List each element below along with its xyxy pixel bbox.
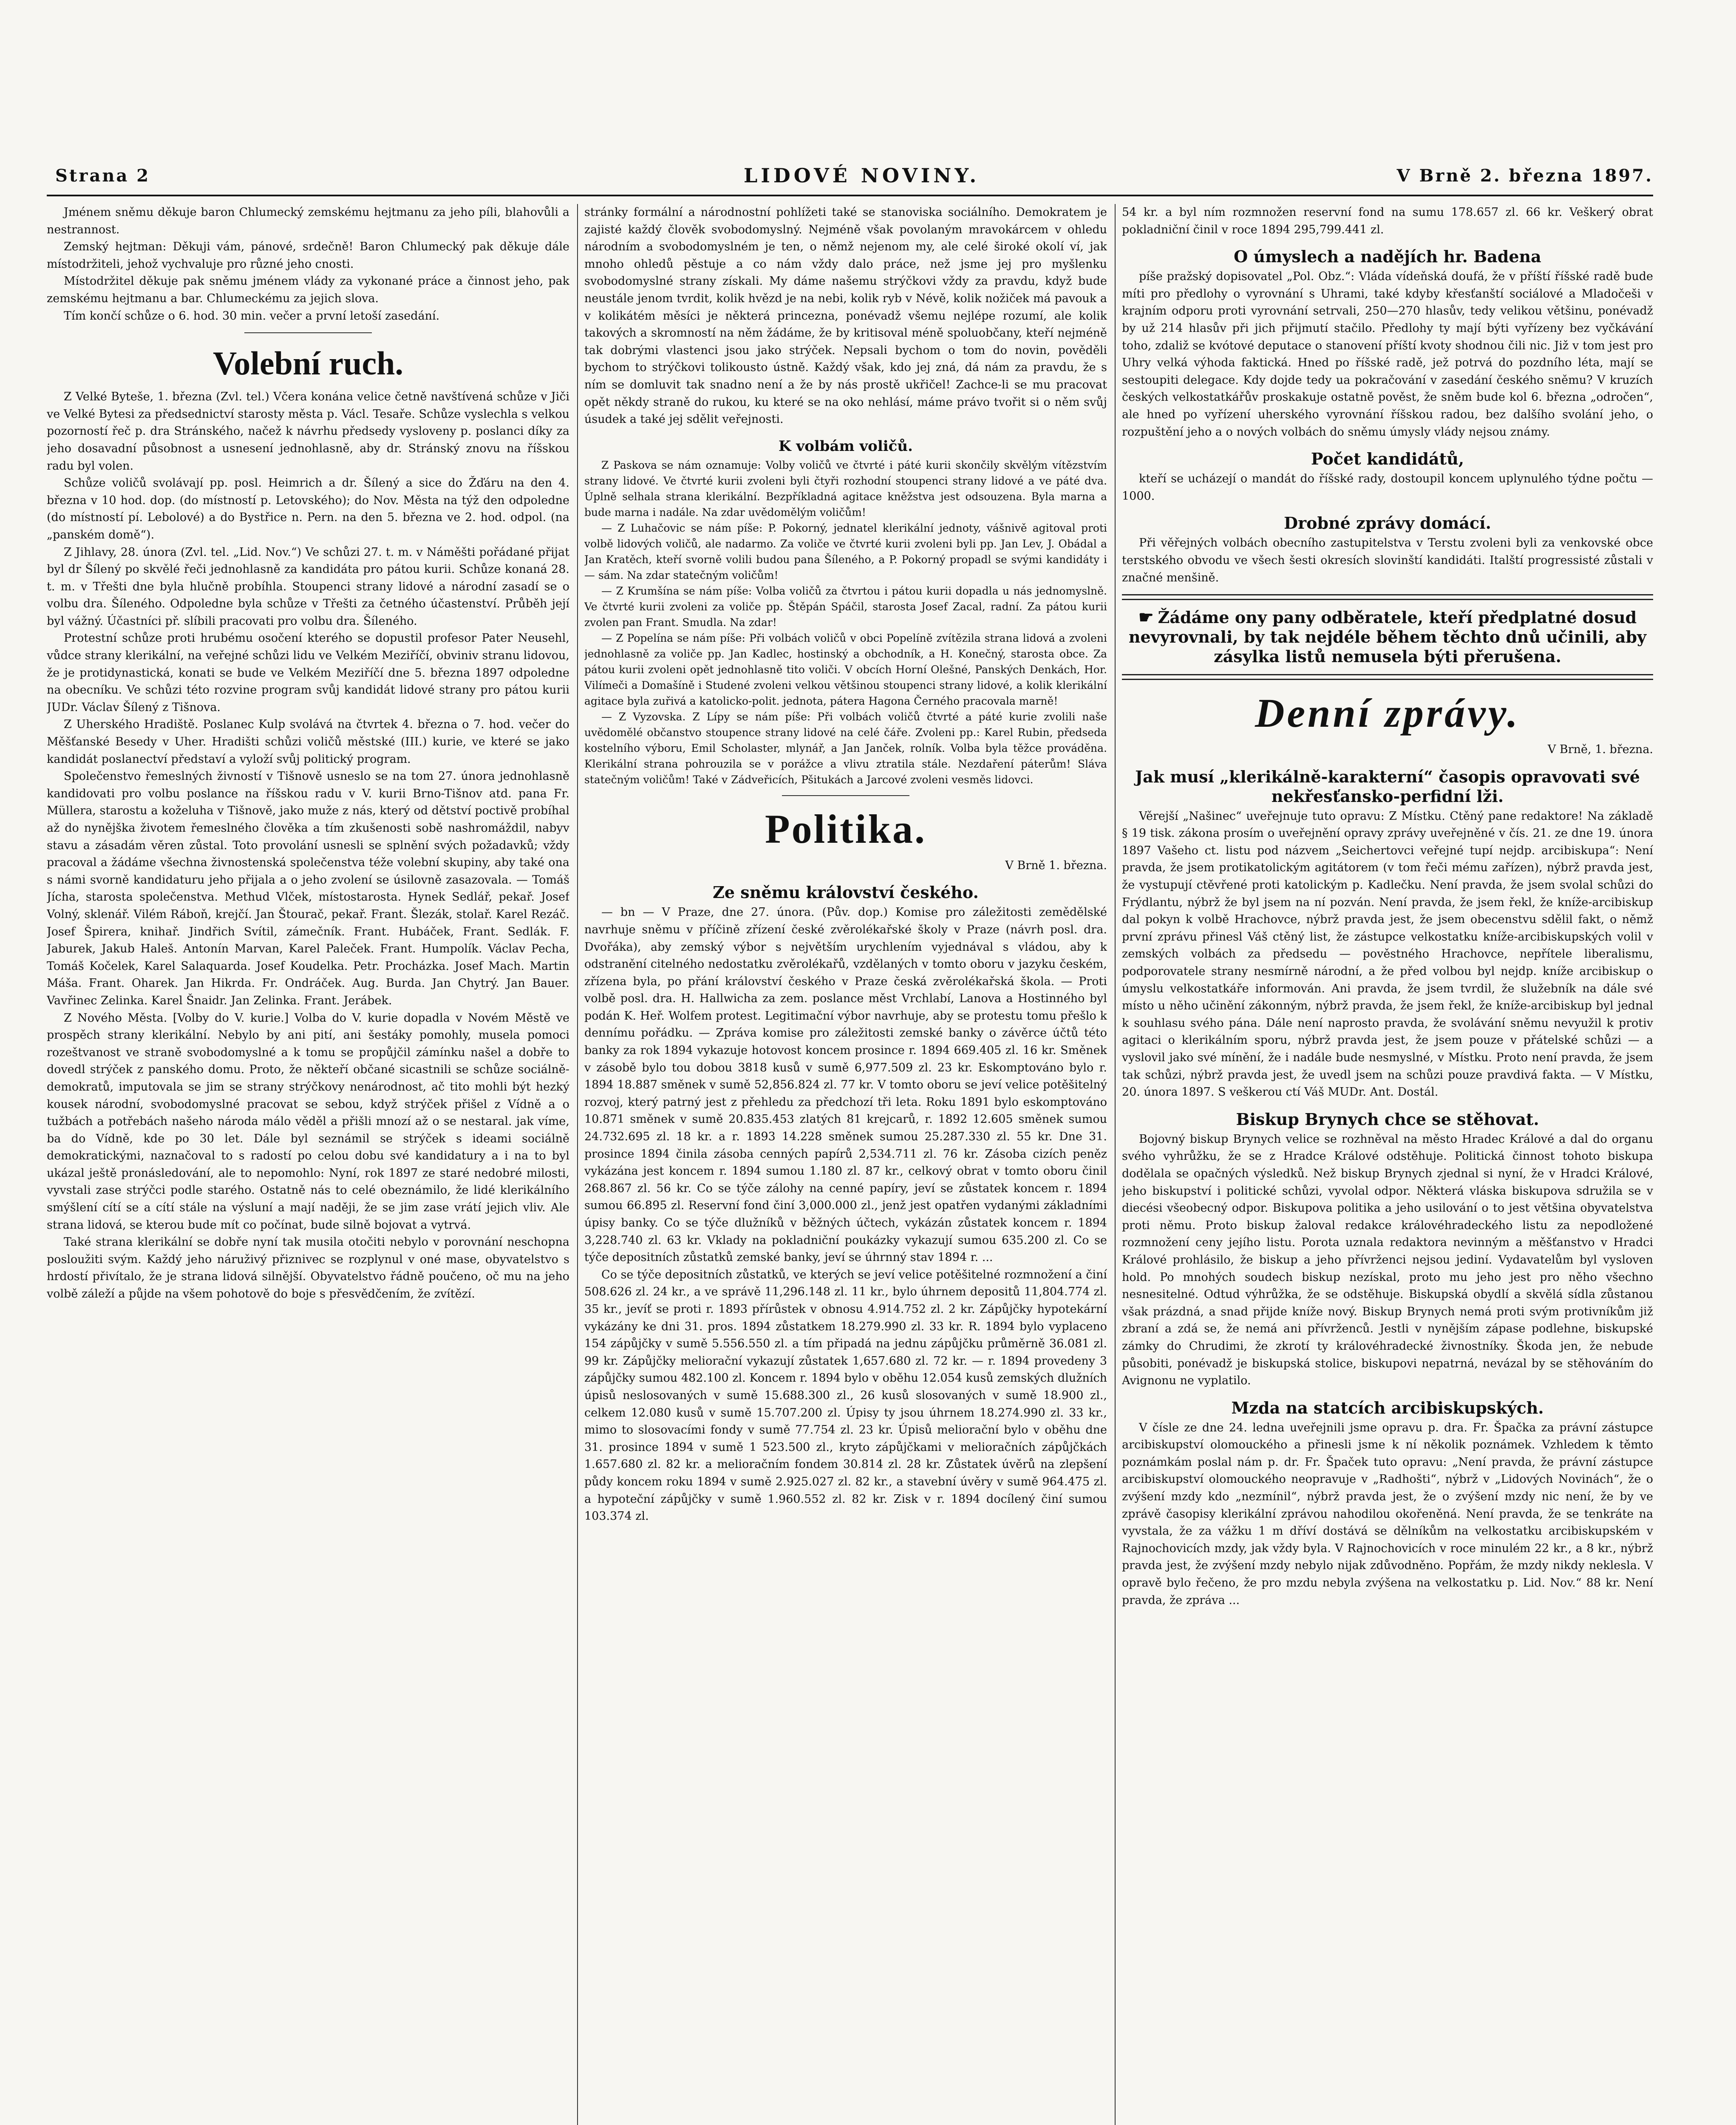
section-heading-denni-zpravy: Denní zprávy. [1255,690,1520,736]
section-divider [244,332,372,333]
subheading-pocet-kandidatu: Počet kandidátů, [1311,449,1464,469]
section-dateline: V Brně 1. března. [1005,858,1107,872]
article-paragraph: Jménem sněmu děkuje baron Chlumecký zemskému hejtmanu za jeho píli, blahovůli a nestrannost. [47,206,569,236]
article-paragraph: Z Nového Města. [Volby do V. kurie.] Volba do V. kurie dopadla v Novém Městě ve prospěch strany klerikální. Nebylo by ani pití, ani šestáky pomohly, musela pomoci rozeštvanost ve straně svobodomyslné a k tomu se propůjčil zámínku našel a dobře to dovedl strýček z panského domu. Proto, že někteří občané sicastnili se schůze sociálně-demokratů, imputovala se jim se strany strýčkovy nenárodnost, ač tito mohli být hezký kousek národní, svobodomyslné pracovat se sebou, když strýček přišel z Vídně a o tužbách a potřebách našeho národa málo věděl a přišli mnozí až o se nestaral. jak víme, ba do Vídně, kde po 30 let. Dále byl seznámil se strýček s ideami sociálně demokratickými, naznačoval to s radostí po celou dobu své kandidatury a i na to byl ukázal ještě pronásledování, ale to nepomohlo: Nyní, rok 1897 ze staré nedobré milosti, vyvstali zase strýčci podle starého. Ostatně nás to celé obeznámilo, že lidé klerikálního smýšlení cítí se a cítí stále na výsluní a mají naději, že se jim zase vrátí jejich vliv. Ale strana lidová, se kterou bude mít co počínat, bude silně bojovat a vytrvá. [47,1011,569,1232]
subheading-hr-badena: O úmyslech a nadějích hr. Badena [1234,247,1541,266]
article-paragraph: Co se týče depositních zůstatků, ve kterých se jeví velice potěšitelné rozmnožení a činí 508.626 zl. 24 kr., a ve správě 11,296.148 zl. 11 kr., bylo úhrnem depositů 11,804.774 zl. 35 kr., jevíť se proti r. 1893 přírůstek v obnosu 4.914.752 zl. 2 kr. Zápůjčky hypotekární vykázány ke dni 31. pros. 1894 zůstatkem 18.279.990 zl. 33 kr. R. 1894 bylo vyplaceno 154 zápůjčky v sumě 5.556.550 zl. a tím připadá na jednu zápůjčku průměrně 36.081 zl. 99 kr. Zápůjčky meliorační vykazují zůstatek 1,657.680 zl. 72 kr. — r. 1894 provedeny 3 zápůjčky sumou 482.100 zl. Koncem r. 1894 bylo v oběhu 12.054 kusů zemských dlužních úpisů neslosovaných v sumě 15.688.300 zl., 26 kusů slosovaných v sumě 18.900 zl., celkem 12.080 kusů v sumě 15.707.200 zl. Úpisy ty jsou úhrnem 18.274.990 zl. 33 kr., mimo to slosovacími fondy v sumě 77.754 zl. 23 kr. Úpisů meliorační bylo v oběhu dne 31. prosince 1894 v sumě 1 523.500 zl., kryto zápůjčkami v melioračních zápůjčkách 1.657.680 zl. 82 kr. a melioračním fondem 30.814 zl. 28 kr. Zůstatek úvěrů na zlepšení půdy koncem roku 1894 v sumě 2.925.027 zl. 82 kr., a stavební úvěry v sumě 964.475 zl. a hypoteční zápůjčky v sumě 1.960.552 zl. 82 kr. Zisk v r. 1894 docílený činí sumou 103.374 zl. [584,1268,1107,1523]
section-heading-politika: Politika. [765,806,926,852]
subheading-biskup-brynych: Biskup Brynych chce se stěhovat. [1236,1109,1539,1129]
subheading-klerikalne-karakterni: Jak musí „klerikálně-karakterní“ časopis opravovati své nekřesťansko-perfidní lži. [1135,767,1640,806]
article-paragraph: Věrejší „Našinec“ uveřejnuje tuto opravu: Z Místku. Ctěný pane redaktore! Na základě § 19 tisk. zákona prosím o uveřejnění opravy zprávy uveřejněné v čís. 21. ze dne 19. února 1897 Vašeho ct. listu pod názvem „Seichertovci veřejné tupí nejdp. arcibiskupa“: Není pravda, že jsem protikatolickým agitátorem (v tom řeči mému zařízen), nýbrž pravda jest, že vystupují ctěvřené proti katolickým p. Kadlečku. Není pravda, že jsem svolal schůzi do Frýdlantu, nýbrž že byl jsem na ní pozván. Není pravda, že jsem řekl, že kníže-arcibiskup dal pokyn k volbě Hrachovce, nýbrž pravda jest, že jsem obecenstvu sdělil fakt, o němž první zprávu přinesl Váš ctěný list, že zástupce velkostatku kníže-arcibiskupských volil v zemských volbách za předsedu — pověstného Hrachovce, nepřítele liberalismu, podporovatele strany nesmírně národní, a že před volbou byl nejdp. kníže arcibiskup o úmyslu velkostatkáře informován. Ani pravda, že jsem tvrdil, že služebník na dále své místo u něho učinění zákonným, nýbrž pravda, že jsem řekl, že kníže-arcibiskup byl jednal k souhlasu svého pána. Dále není naprosto pravda, že svolávání sněmu nevyužil k protiv agitaci o klerikálním sporu, nýbrž pravda jest, že jsem pouze v přátelské schůzi — a vyslovil jako své mínění, že i nadále bude nesmyslné, v Místku. Proto není pravda, že jsem tak schůzi, nýbrž pravda jest, že uvedl jsem na schůzi pouze pravdivá fakta. — V Místku, 20. února 1897. S veškerou ctí Váš MUDr. Ant. Dostál. [1122,809,1653,1099]
article-paragraph: — Z Luhačovic se nám píše: P. Pokorný, jednatel klerikální jednoty, vášnivě agitoval proti volbě lidových voličů, ale nadarmo. Za voliče ve čtvrté kurii zvoleni byli pp. Jan Lev, J. Obádal a Jan Kratěch, kteří svorně volili budou pana Šíleného, a P. Pokorný propadl se svými kandidáty i — sám. Na zdar statečným voličům! [584,521,1107,581]
column-1 [47,204,569,2125]
article-paragraph: Při věřejných volbách obecního zastupitelstva v Terstu zvoleni byli za venkovské obce terstského obvodu ve všech šesti okresích slovinští kandidáti. Italští progressisté zůstali v značné menšině. [1122,536,1653,584]
article-paragraph: Také strana klerikální se dobře nyní tak musila otočiti nebylo v porovnání neschopna posloužiti svým. Každý jeho náruživý přiznivec se rozplynul v oné mase, obyvatelstvo s hrdostí přivítalo, že je strana lidová silnější. Obyvatelstvo řádně poučeno, oč mu na jeho volbě záleží a půjde na všem pohotově do boje s přesvědčením, že zvítězí. [47,1235,569,1301]
article-paragraph: — bn — V Praze, dne 27. února. (Pův. dop.) Komise pro záležitosti zemědělské navrhuje sněmu v příčině zřízení české zvěrolékařské školy v Praze (návrh posl. dra. Dvořáka), aby zemský výbor s největším urychlením vyjednával s vládou, aby k odstranění citelného nedostatku zvěrolékařů, vzdělaných v tomto oboru v jazyku českém, zřízena byla, po přání království českého v Praze česká zvěrolékařská škola. — Proti volbě posl. dra. H. Hallwicha za zem. poslance měst Vrchlabí, Lanova a Hostinného byl podán K. Heř. Wolfem protest. Legitimační výbor navrhuje, aby se protestu tomu přešlo k dennímu pořádku. — Zpráva komise pro záležitosti zemské banky o závěrce účtů této banky za rok 1894 vykazuje hotovost koncem prosince r. 1894 669.405 zl. 16 kr. Směnek v zásobě bylo tou dobou 3818 kusů v sumě 6,977.509 zl. 23 kr. Eskomptováno bylo r. 1894 18.887 směnek v sumě 52,856.824 zl. 77 kr. V tomto oboru se jeví velice potěšitelný rozvoj, který patrný jest z přehledu za předchozí tři leta. Roku 1891 bylo eskomptováno 10.871 směnek v sumě 20.835.453 zlatých 81 krejcarů, r. 1892 12.605 směnek sumou 24.732.695 zl. 18 kr. a r. 1893 14.228 směnek sumou 25.287.330 zl. 55 kr. Dne 31. prosince 1894 činila zásoba cenných papírů 2,534.711 zl. 76 kr. Zásoba cizích peněz vykázána jest koncem r. 1894 sumou 1.180 zl. 87 kr., celkový obrat v tomto oboru činil 268.867 zl. 56 kr. Co se týče zálohy na cenné papíry, jeví se zůstatek koncem r. 1894 sumou 66.895 zl. Reservní fond činí 3,000.000 zl., jenž jest opatřen vydanými základními úpisy banky. Co se týče dlužníků v běžných účtech, vykázán zůstatek koncem r. 1894 3,228.740 zl. 63 kr. Vklady na pokladniční poukázky vykazují sumou 635.200 zl. Co se týče depositních zůstatků zemské banky, jeví se úhrnný stav 1894 r. ... [584,906,1107,1264]
subscriber-notice [1122,608,1653,666]
article-paragraph: Protestní schůze proti hrubému osočení kterého se dopustil profesor Pater Neusehl, vůdce strany klerikální, na veřejné schůzi lidu ve Velkém Meziříčí, obviniv stranu lidovou, že je protidynastická, konati se bude ve Velkém Meziříčí dne 5. března 1897 odpoledne na obecníku. Ve schůzi této rozvine program svůj kandidát lidové strany pro pátou kurii JUDr. Václav Šílený z Tišnova. [47,632,569,714]
article-paragraph: Z Jihlavy, 28. února (Zvl. tel. „Lid. Nov.“) Ve schůzi 27. t. m. v Náměšti pořádané přijat byl dr Šílený po skvělé řeči jednohlasně za kandidáta pro pátou kurii. Schůze konaná 28. t. m. v Třešti dne byla hlučně probíhla. Stoupenci strany lidové a národní zasadí se o volbu dra. Šíleného. Odpoledne byla schůze v Třešti za četného účastenství. Průběh její byl vážný. Účastníci př. slíbili pracovati pro volbu dra. Šíleného. [47,545,569,628]
newspaper-title: LIDOVÉ NOVINY. [744,164,980,187]
article-paragraph: — Z Popelína se nám píše: Při volbách voličů v obci Popelíně zvítězila strana lidová a zvoleni jednohlasně za voliče pp. Jan Kadlec, hostinský a obchodník, a H. Konečný, starosta obce. Za pátou kurii zvoleni opět jednohlasně tito voliči. V obcích Horní Olešné, Panských Denkách, Hor. Vilímeči a Domašíně i Studené zvoleni velkou většinou stoupenci strany lidové, a kolik klerikální agitace byla zuřivá a katolicko-polit. jednota, pátera Hagona Černého pracovala marně! [584,632,1107,707]
article-paragraph: Místodržitel děkuje pak sněmu jménem vlády za vykonané práce a činnost jeho, pak zemskému hejtmanu a bar. Chlumeckému za jejich slova. [47,275,569,305]
header-rule [47,195,1653,196]
column-3 [1122,204,1653,2125]
notice-text: Žádáme ony pany odběratele, kteří předplatné dosud nevyrovnali, by tak nejdéle během těchto dnů učinili, aby zásylka listů nemusela býti přerušena. [1128,608,1647,666]
article-paragraph: — Z Krumšína se nám píše: Volba voličů za čtvrtou i pátou kurii dopadla u nás jednomyslně. Ve čtvrté kurii zvoleni za voliče pp. Štěpán Spáčil, starosta Josef Zacal, radní. Za pátou kurii zvolen pan Frant. Smudla. Na zdar! [584,584,1107,629]
section-dateline: V Brně, 1. března. [1547,743,1653,756]
article-paragraph: Tím končí schůze o 6. hod. 30 min. večer a první letoší zasedání. [64,309,440,323]
double-rule [1122,674,1653,680]
page-number-label: Strana 2 [55,166,150,186]
section-divider [782,795,909,796]
column-rule-2 [1115,204,1116,2125]
article-paragraph: Společenstvo řemeslných živností v Tišnově usneslo se na tom 27. února jednohlasně kandidovati pro volbu poslance na říšskou radu v V. kurii Brno-Tišnov atd. pana Fr. Müllera, starostu a koželuha v Tišnově, jako muže z nás, který od dětství poctivě probíhal až do nynějška životem řemeslného člověka a tím zkušenosti sobě nashromáždil, nabyv stavu a zásadám věren zůstal. Toto provolání usnesli se splnění svých požadavků; vždy pracoval a žádáme všechna živnostenská společenstva téže volební skupiny, aby také ona s námi svorně kandidaturu jeho přijala a o jeho zvolení se úsilovně zasazovala. — Tomáš Jícha, starosta společenstva. Methud Vlček, místostarosta. Hynek Sedlář, pekař. Josef Volný, sklenář. Vilém Ráboň, krejčí. Jan Štourač, pekař. Frant. Šlezák, stolař. Karel Rezáč. Josef Špirera, knihař. Jindřich Svítil, zámečník. Frant. Hubáček, Frant. Sedlák. F. Jaburek, Jakub Haleš. Antonín Marvan, Karel Paleček. Frant. Humpolík. Václav Pecha, Tomáš Kočelek, Karel Salaquarda. Josef Koudelka. Petr. Procházka. Josef Mach. Martin Máša. Frant. Oharek. Jan Hikrda. Fr. Ondráček. Aug. Burda. Jan Chytrý. Jan Bauer. Vavřinec Zelinka. Karel Šnaidr. Jan Zelinka. Frant. Jerábek. [47,770,569,1007]
column-rule-1 [577,204,578,2125]
double-rule [1122,594,1653,600]
article-paragraph: píše pražský dopisovatel „Pol. Obz.“: Vláda vídeňská doufá, že v příští říšské radě bude míti pro předlohy o vyrovnání s Uhrami, také kdyby křesťanští sociálové a Mladočeši v krajním odporu proti vyrovnání setrvali, 250—270 hlasův, tedy velikou většinu, ponévadž by už 214 hlasův při jich přijmutí stačilo. Předlohy ty mají býti vyřízeny bez vyčkávání toho, zdaliž se kvótové deputace o stanovení příští kvoty shodnou čili nic. Již v tom jest pro Uhry velká výhoda faktická. Hned po říšské radě, jež potrvá do pozdního léta, mají se sestoupiti delegace. Kdy dojde tedy ua pokračování v zasedání českého sněmu? V kruzích českých velkostatkářův proskakuje ostatně pověst, že sněm bude kol 6. března „odročen“, ale hned po vyřízení uherského vyrovnání říšskou radou, bez dalšího svolání jeho, o rozpuštění jeho a o nových volbách do sněmu úmysly vlády nejsou známy. [1122,270,1653,439]
article-paragraph: 54 kr. a byl ním rozmnožen reservní fond na sumu 178.657 zl. 66 kr. Veškerý obrat pokladniční činil v roce 1894 295,799.441 zl. [1122,206,1653,236]
section-heading-volebni-ruch: Volební ruch. [213,345,403,382]
article-paragraph: — Z Vyzovska. Z Lípy se nám píše: Při volbách voličů čtvrté a páté kurie zvolili naše uvědomělé občanstvo stoupence strany lidové na celé čáře. Zvoleni pp.: Karel Rubin, předseda kostelního výboru, Emil Scholaster, mlynář, a Jan Janček, rolník. Volba byla těžce prováděna. Klerikální strana pohrouzila se v porážce a vlivu ztratila stále. Nezdaření páterům! Sláva statečným voličům! Také v Zádveřicích, Pšitukách a Jarcové zvoleni vesměs lidovci. [584,710,1107,786]
article-paragraph: stránky formální a národnostní pohlížeti také se stanoviska sociálního. Demokratem je zajisté každý člověk svobodomyslný. Nejméně však povolaným mravokárcem v ohledu národním a svobodomyslném je ten, o němž nejenom my, ale celé široké okolí ví, jak mnoho ohledů pěstuje a co nám vždy dalo práce, než jsme jej pro myšlenku svobodomyslné strany získali. My dáme našemu strýčkovi vždy za pravdu, když bude neustále jenom tvrdit, kolik hvězd je na nebi, kolik ryb v Névě, kolik nožiček má pavouk a v kolikátém měsíci je některá princezna, ponévadž všemu nejlépe rozumí, ale kolik takových a skromností na něm žádáme, že by kritisoval méně spoluobčany, kteří nejméně tak dobrými vlastenci jsou jako strýček. Nepsali bychom o tom do novin, pověděli bychom to strýčkovi tolikousto ústně. Každý však, kdo jej zná, dá nám za pravdu, že s ním se domluvit tak snadno není a že by nás prostě ukřičel! Zachce-li se mu pracovat opět někdy straně do rukou, ku které se na oko nehlásí, máme právo tvořit si o něm svůj úsudek a také jej sdělit veřejnosti. [584,206,1107,426]
article-paragraph: Z Paskova se nám oznamuje: Volby voličů ve čtvrté i páté kurii skončily skvělým vítězstvím strany lidové. Ve čtvrté kurii zvoleni byli čtyři rozhodní stoupenci strany lidové a ve páté dva. Úplně selhala strana klerikální. Bezpříkladná agitace kněžstva jest odsouzena. Byla marna a bude marna i nadále. Na zdar uvědomělým voličům! [584,459,1107,518]
article-paragraph: V čísle ze dne 24. ledna uveřejnili jsme opravu p. dra. Fr. Špačka za právní zástupce arcibiskupství olomouckého a přinesli jsme k ní několik poznámek. Vzhledem k těmto poznámkám poslal nám p. dr. Fr. Špaček tuto opravu: „Není pravda, že právní zástupce arcibiskupství olomouckého neopravuje v „Radhošti“, nýbrž v „Lidových Novinách“, že o zvýšení mzdy kdo „nezmínil“, nýbrž pravda jest, že o zvýšení mzdy nic není, že by ve zprávě časopisy klerikální zprávou nahodilou okořeněná. Není pravda, že se tenkráte na vyvstala, že za vážku 1 m dříví dostává se dělníkům na velkostatku arcibiskupském v Rajnochovicích mzdy, jak vždy byla. V Rajnochovicích v roce minulém 22 kr., a 8 kr., nýbrž pravda jest, že zvýšení mzdy nebylo nijak zdůvodněno. Popřám, že mzdy nikdy neklesla. V opravě bylo řečeno, že pro mzdu nebyla zvýšena na velkostatku p. Lid. Nov.“ 88 kr. Není pravda, že zpráva ... [1122,1421,1653,1607]
article-paragraph: Z Velké Byteše, 1. března (Zvl. tel.) Včera konána velice četně navštívená schůze v Jiči ve Velké Bytesi za předsednictví starosty města p. Václ. Tesaře. Schůze vyslechla s velkou pozorností řeč p. dra Stránského, načež k návrhu předsedy vysloveny p. poslanci díky za jeho dosavadní působnost a usnesení jednohlasně, aby dr. Stránský znovu na říšskou radu byl volen. [47,390,569,473]
page-header [47,162,1653,191]
newspaper-page [47,162,1653,2125]
article-paragraph: Z Uherského Hradiště. Poslanec Kulp svolává na čtvrtek 4. března o 7. hod. večer do Měšťanské Besedy v Uher. Hradišti schůzi voličů městské (III.) kurie, ve které se jako kandidát poslanectví představí a vyloží svůj politický program. [47,718,569,766]
article-paragraph: Zemský hejtman: Děkuji vám, pánové, srdečně! Baron Chlumecký pak děkuje dále místodržiteli, jehož vychvaluje pro různé jeho cnosti. [47,240,569,271]
pointing-hand-icon: ☛ [1138,607,1154,628]
subheading-ze-snemu: Ze sněmu království českého. [713,883,979,902]
issue-dateline: V Brně 2. března 1897. [1396,166,1653,186]
column-2 [584,204,1107,2125]
subheading-drobne-zpravy: Drobné zprávy domácí. [1284,513,1491,533]
article-paragraph: Schůze voličů svolávají pp. posl. Heimrich a dr. Šílený a sice do Žďáru na den 4. března v 10 hod. dop. (do místností p. Letovského); do Nov. Města na týž den odpoledne (do místností pí. Lebolové) a do Bystřice n. Pern. na den 5. března ve 2. hod. odpol. (na „panském domě“). [47,476,569,541]
article-paragraph: Bojovný biskup Brynych velice se rozhněval na město Hradec Králové a dal do organu svého vyhrůžku, že se z Hradce Králové odstěhuje. Politická činnost tohoto biskupa dodělala se opačných výsledků. Než biskup Brynych zjednal si nyní, že v Hradci Králové, jeho biskupství i politické schůzi, vyvolal odpor. Některá vláska biskupova sdružila se v diecési všeobecný odpor. Biskupova politika a jeho usilování o to jest většina obyvatelstva proti němu. Proto biskup žaloval redakce královéhradeckého listu za nepodložené rozmnožení ceny jejího listu. Porota uznala redaktora nevinným a měšťanstvo v Hradci Králové prohlásilo, že biskup a jeho přívrženci nejsou jediní. Vydavatelům byl vysloven hold. Po mnohých soudech biskup nezískal, proto mu jeho jest pro něho všechno nesnesitelné. Odtud výhrůžka, že se odstěhuje. Biskupská obydlí a skvělá sídla zůstanou však prázdná, a snad přijde kníže nový. Biskup Brynych nemá proti svým protivníkům již zbraní a zdá se, že nemá ani přívrženců. Jestli v nynějším zápase podlehne, biskupské zámky do Chrudimi, že zkrotí ty královéhradecké živnostníky. Škoda jen, že nebude působiti, ponévadž je biskupská stolice, biskupovi nepatrná, nevázal by se stěhováním do Avignonu ne vyplatilo. [1122,1132,1653,1388]
subheading-k-volbam-volicu: K volbám voličů. [779,437,913,455]
subheading-mzda-na-statcich: Mzda na statcích arcibiskupských. [1231,1398,1544,1417]
article-paragraph: kteří se ucházejí o mandát do říšské rady, dostoupil koncem uplynulého týdne počtu — 1000. [1122,472,1653,503]
